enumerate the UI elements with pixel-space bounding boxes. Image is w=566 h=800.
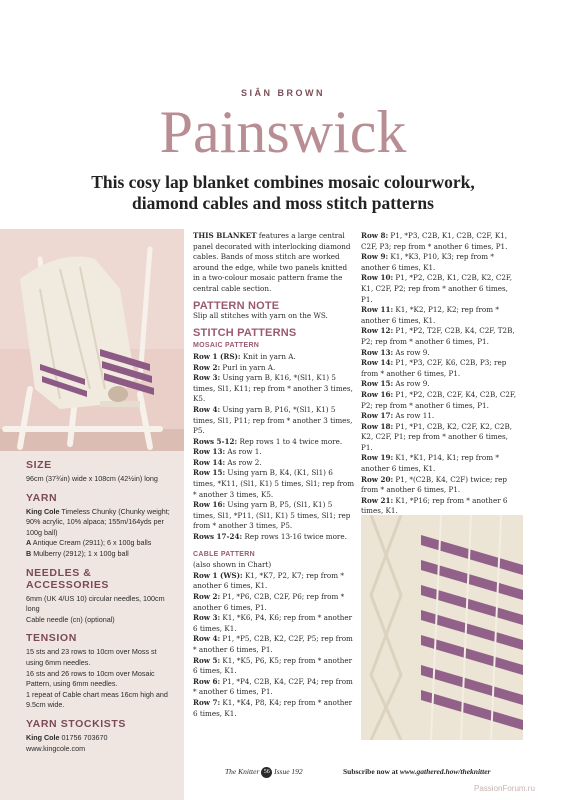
row-text: P1, *P2, T2F, C2B, K4, C2F, T2B, P2; rep from * another 6 times, P1.: [361, 326, 515, 346]
instruction-row: [361, 496, 521, 517]
row-label: Row 16:: [361, 389, 394, 399]
instruction-row: [193, 677, 355, 698]
intro-text: features a large central panel decorated with interlocking diamond cables. Bands of moss stitch are worked around the edge, while two panels knitted in a two-colour mosaic pattern frame the central cable section.: [193, 231, 351, 293]
row-label: Row 9:: [361, 252, 389, 262]
row-label: Rows 17-24:: [193, 532, 243, 542]
instruction-row: [193, 532, 355, 543]
footer-subscribe: [343, 767, 490, 776]
instruction-row: [193, 571, 355, 592]
yarn-a-label: A: [26, 538, 32, 548]
row-text: Using yarn B, P16, *(Sl1, K1) 5 times, Sl1, P11; rep from * another 3 times, P5.: [193, 404, 353, 436]
subscribe-link[interactable]: www.gathered.how/theknitter: [399, 767, 491, 776]
yarn-b-label: B: [26, 548, 32, 558]
page-number: 56: [261, 767, 272, 778]
row-label: Row 20:: [361, 474, 394, 484]
row-text: Rep rows 1 to 4 twice more.: [237, 436, 343, 446]
instruction-row: [361, 453, 521, 474]
instruction-row: [193, 363, 355, 374]
right-column: [361, 231, 521, 528]
instruction-row: [361, 475, 521, 496]
instruction-row: [193, 352, 355, 363]
cable-continued-rows: [361, 231, 521, 517]
instruction-row: [193, 656, 355, 677]
row-label: Row 11:: [361, 305, 394, 315]
row-text: As row 9.: [393, 347, 430, 357]
stockists-heading: YARN STOCKISTS: [26, 717, 127, 730]
stockist-contact: [26, 733, 174, 754]
row-text: As row 11.: [393, 411, 435, 421]
row-text: P1, *P3, C2F, K6, C2B, P3; rep from * another 6 times, P1.: [361, 358, 507, 378]
instruction-row: [193, 373, 355, 405]
row-label: Row 17:: [361, 411, 394, 421]
instruction-row: [193, 405, 355, 437]
instruction-row: [361, 231, 521, 252]
row-text: As row 2.: [225, 457, 262, 467]
row-text: Using yarn B, K4, (K1, Sl1) 6 times, *K11, (Sl1, K1) 5 times, Sl1; rep from * another 3 times, K5.: [193, 468, 355, 499]
footer-magazine: [225, 767, 303, 778]
row-text: K1, *K6, P4, K6; rep from * another 6 times, K1.: [193, 613, 353, 633]
instruction-row: [193, 500, 355, 532]
size-heading: SIZE: [26, 459, 52, 471]
yarn-brand: King Cole: [26, 506, 60, 516]
instruction-row: [361, 422, 521, 454]
instruction-row: [361, 379, 521, 390]
tension-heading: TENSION: [26, 632, 77, 645]
row-label: Row 15:: [361, 379, 394, 389]
instruction-row: [361, 390, 521, 411]
row-text: Knit in yarn A.: [240, 351, 296, 361]
instruction-row: [361, 326, 521, 347]
tension-text-1: 15 sts and 23 rows to 10cm over Moss st using 6mm needles.: [26, 647, 157, 667]
row-label: Row 19:: [361, 453, 394, 463]
tension-text-2: 16 sts and 26 rows to 10cm over Mosaic Pattern, using 6mm needles.: [26, 668, 155, 689]
row-text: P1, *P3, C2B, K1, C2B, C2F, K1, C2F, P3; rep from * another 6 times, P1.: [361, 231, 508, 251]
row-label: Row 21:: [361, 495, 394, 505]
watermark: PassionForum.ru: [474, 784, 535, 793]
cable-rows: [193, 571, 355, 719]
row-text: Using yarn B, K16, *(Sl1, K1) 5 times, Sl1, K11; rep from * another 3 times, K5.: [193, 373, 353, 404]
row-text: K1, *P16; rep from * another 6 times, K1.: [361, 495, 508, 516]
intro-lead: THIS BLANKET: [193, 231, 257, 240]
row-label: Rows 5-12:: [193, 436, 238, 446]
row-label: Row 16:: [193, 500, 226, 510]
row-label: Row 4:: [193, 634, 221, 644]
row-label: Row 3:: [193, 373, 221, 383]
needles-text-1: 6mm (UK 4/US 10) circular needles, 100cm long: [26, 593, 165, 614]
instruction-row: [361, 305, 521, 326]
row-label: Row 2:: [193, 362, 221, 372]
row-label: Row 7:: [193, 697, 221, 707]
row-label: Row 6:: [193, 676, 221, 686]
instruction-row: [193, 698, 355, 719]
row-text: K1, *K5, P6, K5; rep from * another 6 times, K1.: [193, 655, 353, 676]
row-label: Row 8:: [361, 231, 389, 240]
pattern-note-heading: PATTERN NOTE: [193, 299, 280, 312]
row-text: P1, *(C2B, K4, C2F) twice; rep from * another 6 times, P1.: [361, 474, 507, 495]
row-text: P1, *P2, C2B, C2F, K4, C2B, C2F, P2; rep from * another 6 times, P1.: [361, 389, 517, 410]
mosaic-rows: [193, 352, 355, 543]
instruction-row: [193, 468, 355, 500]
cable-note: (also shown in Chart): [193, 560, 272, 570]
needles-heading: NEEDLES & ACCESSORIES: [26, 566, 110, 591]
knit-closeup-photo: [361, 515, 523, 740]
yarn-text: [26, 507, 174, 560]
instruction-row: [361, 273, 521, 305]
size-text: 96cm (37¾in) wide x 108cm (42½in) long: [26, 474, 158, 483]
row-text: K1, *K2, P12, K2; rep from * another 6 times, K1.: [361, 305, 499, 325]
row-text: K1, *K3, P10, K3; rep from * another 6 times, K1.: [361, 252, 494, 272]
row-text: P1, *P2, C2B, K1, C2B, K2, C2F, K1, C2F, P2; rep from * another 6 times, P1.: [361, 273, 513, 304]
stockist-phone: 01756 703670: [59, 732, 108, 742]
standfirst: This cosy lap blanket combines mosaic colourwork, diamond cables and moss stitch patterns: [91, 172, 475, 213]
magazine-name: The Knitter: [225, 767, 260, 777]
middle-column: [193, 231, 355, 719]
row-label: Row 4:: [193, 404, 221, 414]
row-text: P1, *P6, C2B, C2F, P6; rep from * another 6 times, P1.: [193, 592, 345, 612]
pattern-note-text: Slip all stitches with yarn on the WS.: [193, 311, 328, 321]
yarn-name: Timeless Chunky (Chunky weight; 90% acrylic, 10% alpaca; 155m/164yds per 100g ball): [26, 506, 170, 537]
row-text: K1, *K7, P2, K7; rep from * another 6 times, K1.: [193, 570, 344, 591]
instruction-row: [193, 613, 355, 634]
instruction-row: [193, 634, 355, 655]
instruction-row: [361, 348, 521, 359]
stockist-web[interactable]: www.kingcole.com: [26, 743, 86, 753]
row-label: Row 1 (RS):: [193, 351, 241, 361]
info-sidebar: [0, 451, 184, 800]
row-text: As row 9.: [393, 379, 430, 389]
row-text: K1, *K4, P8, K4; rep from * another 6 times, K1.: [193, 697, 353, 718]
row-label: Row 1 (WS):: [193, 570, 243, 580]
row-text: Using yarn B, P5, (Sl1, K1) 5 times, Sl1, *P11, (Sl1, K1) 5 times, Sl1; rep from * another 3 times, P5.: [193, 500, 351, 531]
stockist-name: King Cole: [26, 732, 60, 742]
page-title: Painswick: [159, 99, 407, 165]
row-text: P1, *P1, C2B, K2, C2F, K2, C2B, K2, C2F, P1; rep from * another 6 times, P1.: [361, 421, 513, 452]
instruction-row: [361, 411, 521, 422]
row-label: Row 3:: [193, 613, 221, 623]
instruction-row: [361, 252, 521, 273]
stitch-patterns-heading: STITCH PATTERNS: [193, 326, 297, 339]
tension-text-3: 1 repeat of Cable chart meas 16cm high and 9.5cm wide.: [26, 689, 168, 710]
subscribe-lead: Subscribe now at: [343, 767, 400, 776]
row-label: Row 18:: [361, 421, 394, 431]
row-label: Row 14:: [361, 358, 394, 368]
row-label: Row 14:: [193, 457, 226, 467]
instruction-row: [193, 458, 355, 469]
instruction-row: [361, 358, 521, 379]
row-text: Rep rows 13-16 twice more.: [242, 532, 347, 542]
row-text: Purl in yarn A.: [220, 362, 276, 372]
mosaic-heading: MOSAIC PATTERN: [193, 342, 260, 350]
row-label: Row 13:: [361, 347, 394, 357]
intro-paragraph: [193, 231, 355, 295]
cable-heading: CABLE PATTERN: [193, 550, 255, 558]
instruction-row: [193, 437, 355, 448]
yarn-heading: YARN: [26, 491, 58, 504]
instruction-row: [193, 592, 355, 613]
row-label: Row 15:: [193, 468, 226, 478]
row-label: Row 5:: [193, 655, 221, 665]
row-text: As row 1.: [225, 447, 262, 457]
row-label: Row 12:: [361, 326, 394, 336]
row-label: Row 13:: [193, 447, 226, 457]
row-label: Row 10:: [361, 273, 394, 283]
yarn-a: Antique Cream (2911); 6 x 100g balls: [31, 538, 152, 548]
needles-text-2: Cable needle (cn) (optional): [26, 614, 115, 624]
row-label: Row 2:: [193, 592, 221, 601]
yarn-b: Mulberry (2912); 1 x 100g ball: [31, 548, 129, 558]
chair-blanket-photo: [0, 229, 184, 451]
row-text: P1, *P4, C2B, K4, C2F, P4; rep from * another 6 times, P1.: [193, 676, 353, 697]
issue-number: Issue 192: [274, 767, 303, 777]
author-byline: SIÂN BROWN: [241, 88, 325, 98]
row-text: P1, *P5, C2B, K2, C2F, P5; rep from * another 6 times, P1.: [193, 634, 353, 654]
row-text: K1, *K1, P14, K1; rep from * another 6 times, K1.: [361, 453, 499, 474]
instruction-row: [193, 447, 355, 458]
